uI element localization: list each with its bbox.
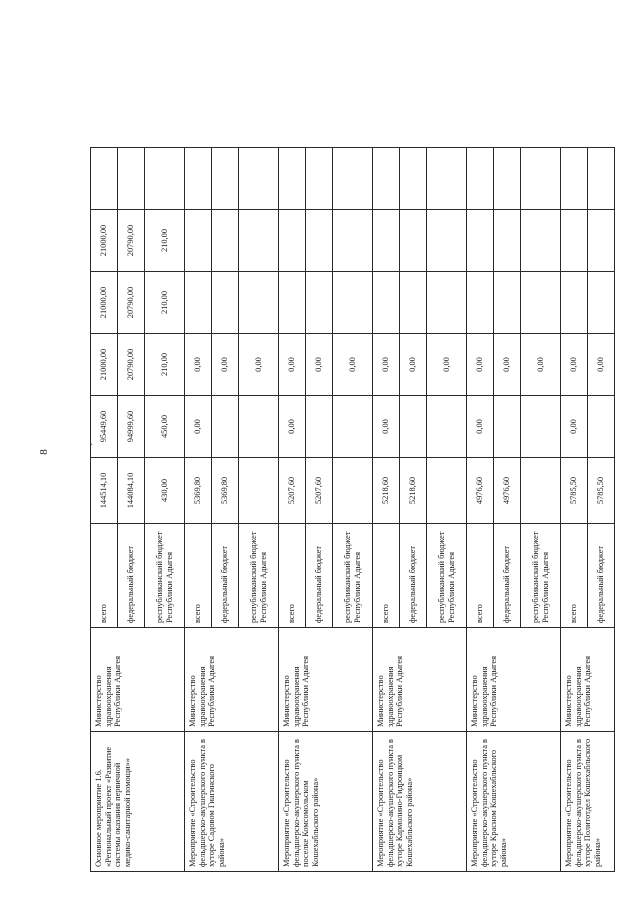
table-row	[185, 62, 212, 872]
financing-table-body	[91, 62, 615, 872]
measure-name-cell: Основное мероприятие 1.6. «Региональный проект «Развитие системы оказания первичной медико-санитарной помощи»»	[91, 732, 185, 872]
amount-cell	[239, 458, 279, 524]
executor-cell: Министерство здравоохранения Республики Адыгея	[185, 628, 279, 732]
amount-cell: 0,00	[333, 334, 373, 396]
funding-source-cell: республиканский бюджет Республики Адыгея	[239, 524, 279, 628]
table-row	[467, 62, 494, 872]
amount-cell: 0,00	[306, 334, 333, 396]
amount-cell: 0,00	[239, 334, 279, 396]
amount-cell: 5218,60	[373, 458, 400, 524]
amount-cell: 0,00	[279, 334, 306, 396]
amount-cell	[239, 396, 279, 458]
amount-cell	[427, 272, 467, 334]
measure-name-cell: Мероприятие «Строительство фельдшерско-акушерского пункта в хуторе Политотдел Кошехабльского района»	[561, 732, 615, 872]
table-row	[279, 62, 306, 872]
amount-cell: 450,00	[145, 396, 185, 458]
table-row	[373, 62, 400, 872]
amount-cell: 5369,80	[212, 458, 239, 524]
amount-cell: 0,00	[185, 396, 212, 458]
amount-cell: 21000,00	[91, 334, 118, 396]
amount-cell	[185, 210, 212, 272]
amount-cell	[279, 148, 306, 210]
amount-cell: 21000,00	[91, 272, 118, 334]
measure-name-cell: Мероприятие «Строительство фельдшерско-акушерского пункта в хуторе Садовом Гиагинского района»	[185, 732, 279, 872]
amount-cell	[91, 148, 118, 210]
amount-cell	[588, 272, 615, 334]
amount-cell	[561, 210, 588, 272]
amount-cell	[427, 148, 467, 210]
amount-cell	[400, 210, 427, 272]
amount-cell: 0,00	[212, 334, 239, 396]
amount-cell	[279, 210, 306, 272]
amount-cell: 144514,10	[91, 458, 118, 524]
amount-cell: 0,00	[561, 334, 588, 396]
amount-cell	[588, 396, 615, 458]
amount-cell	[561, 148, 588, 210]
funding-source-cell: республиканский бюджет Республики Адыгея	[333, 524, 373, 628]
amount-cell	[118, 148, 145, 210]
scan-dot: ·	[90, 440, 94, 451]
measure-name-cell: Мероприятие «Строительство фельдшерско-акушерского пункта в хуторе Красном Кошехабльского района»	[467, 732, 561, 872]
amount-cell	[333, 396, 373, 458]
amount-cell	[373, 148, 400, 210]
amount-cell	[239, 210, 279, 272]
amount-cell: 0,00	[521, 334, 561, 396]
amount-cell	[521, 458, 561, 524]
amount-cell	[306, 396, 333, 458]
measure-name-cell: Мероприятие «Строительство фельдшерско-акушерского пункта в поселке Комсомольском Кошехабльского района»	[279, 732, 373, 872]
amount-cell	[212, 210, 239, 272]
amount-cell: 4976,60	[467, 458, 494, 524]
amount-cell	[239, 272, 279, 334]
amount-cell: 5369,80	[185, 458, 212, 524]
funding-source-cell: федеральный бюджет	[588, 524, 615, 628]
amount-cell	[212, 148, 239, 210]
funding-source-cell: всего	[91, 524, 118, 628]
amount-cell	[333, 272, 373, 334]
amount-cell	[521, 210, 561, 272]
amount-cell	[279, 272, 306, 334]
amount-cell	[373, 210, 400, 272]
amount-cell: 20790,00	[118, 272, 145, 334]
amount-cell: 5785,50	[561, 458, 588, 524]
funding-source-cell: федеральный бюджет	[494, 524, 521, 628]
amount-cell: 210,00	[145, 272, 185, 334]
funding-source-cell: республиканский бюджет Республики Адыгея	[427, 524, 467, 628]
amount-cell	[239, 148, 279, 210]
amount-cell	[212, 272, 239, 334]
amount-cell	[185, 272, 212, 334]
amount-cell	[306, 272, 333, 334]
amount-cell	[427, 210, 467, 272]
funding-source-cell: республиканский бюджет Республики Адыгея	[145, 524, 185, 628]
amount-cell: 95449,60	[91, 396, 118, 458]
amount-cell: 0,00	[561, 396, 588, 458]
funding-source-cell: федеральный бюджет	[118, 524, 145, 628]
funding-source-cell: всего	[467, 524, 494, 628]
measure-name-cell: Мероприятие «Строительство фельдшерско-акушерского пункта в хуторе Кармолино-Гидроицком Кошехабльского района»	[373, 732, 467, 872]
amount-cell: 20790,00	[118, 210, 145, 272]
amount-cell: 430,00	[145, 458, 185, 524]
amount-cell	[145, 148, 185, 210]
amount-cell	[400, 396, 427, 458]
amount-cell	[306, 148, 333, 210]
amount-cell: 0,00	[373, 396, 400, 458]
amount-cell	[494, 210, 521, 272]
financing-table-sheet	[90, 62, 640, 872]
amount-cell	[494, 148, 521, 210]
amount-cell	[588, 148, 615, 210]
executor-cell: Министерство здравоохранения Республики Адыгея	[561, 628, 615, 732]
funding-source-cell: всего	[561, 524, 588, 628]
amount-cell	[494, 396, 521, 458]
funding-source-cell: федеральный бюджет	[212, 524, 239, 628]
amount-cell: 5207,60	[279, 458, 306, 524]
amount-cell	[467, 148, 494, 210]
amount-cell: 4976,60	[494, 458, 521, 524]
funding-source-cell: всего	[373, 524, 400, 628]
amount-cell: 0,00	[279, 396, 306, 458]
amount-cell: 0,00	[494, 334, 521, 396]
executor-cell: Министерство здравоохранения Республики Адыгея	[279, 628, 373, 732]
amount-cell	[467, 272, 494, 334]
executor-cell: Министерство здравоохранения Республики Адыгея	[91, 628, 185, 732]
amount-cell	[467, 210, 494, 272]
amount-cell	[333, 458, 373, 524]
funding-source-cell: всего	[185, 524, 212, 628]
amount-cell: 144084,10	[118, 458, 145, 524]
amount-cell	[521, 272, 561, 334]
amount-cell: 5218,60	[400, 458, 427, 524]
amount-cell: 0,00	[467, 396, 494, 458]
amount-cell	[185, 148, 212, 210]
amount-cell	[521, 148, 561, 210]
amount-cell: 0,00	[185, 334, 212, 396]
amount-cell	[212, 396, 239, 458]
amount-cell: 210,00	[145, 334, 185, 396]
amount-cell	[427, 396, 467, 458]
amount-cell: 94999,60	[118, 396, 145, 458]
amount-cell	[333, 148, 373, 210]
amount-cell	[561, 272, 588, 334]
amount-cell	[400, 272, 427, 334]
financing-table	[90, 61, 615, 872]
amount-cell: 20790,00	[118, 334, 145, 396]
amount-cell: 5785,50	[588, 458, 615, 524]
table-row	[561, 62, 588, 872]
funding-source-cell: республиканский бюджет Республики Адыгея	[521, 524, 561, 628]
rotated-table-area	[90, 62, 640, 867]
funding-source-cell: федеральный бюджет	[400, 524, 427, 628]
amount-cell	[400, 148, 427, 210]
amount-cell	[306, 210, 333, 272]
amount-cell	[427, 458, 467, 524]
table-row	[91, 62, 118, 872]
funding-source-cell: федеральный бюджет	[306, 524, 333, 628]
amount-cell: 21000,00	[91, 210, 118, 272]
amount-cell: 210,00	[145, 210, 185, 272]
amount-cell: 0,00	[427, 334, 467, 396]
amount-cell: 0,00	[588, 334, 615, 396]
amount-cell	[333, 210, 373, 272]
funding-source-cell: всего	[279, 524, 306, 628]
amount-cell	[494, 272, 521, 334]
amount-cell: 5207,60	[306, 458, 333, 524]
executor-cell: Министерство здравоохранения Республики Адыгея	[373, 628, 467, 732]
amount-cell	[521, 396, 561, 458]
executor-cell: Министерство здравоохранения Республики Адыгея	[467, 628, 561, 732]
amount-cell	[373, 272, 400, 334]
amount-cell	[588, 210, 615, 272]
amount-cell: 0,00	[400, 334, 427, 396]
page-number: 8	[38, 449, 50, 455]
amount-cell: 0,00	[373, 334, 400, 396]
amount-cell: 0,00	[467, 334, 494, 396]
